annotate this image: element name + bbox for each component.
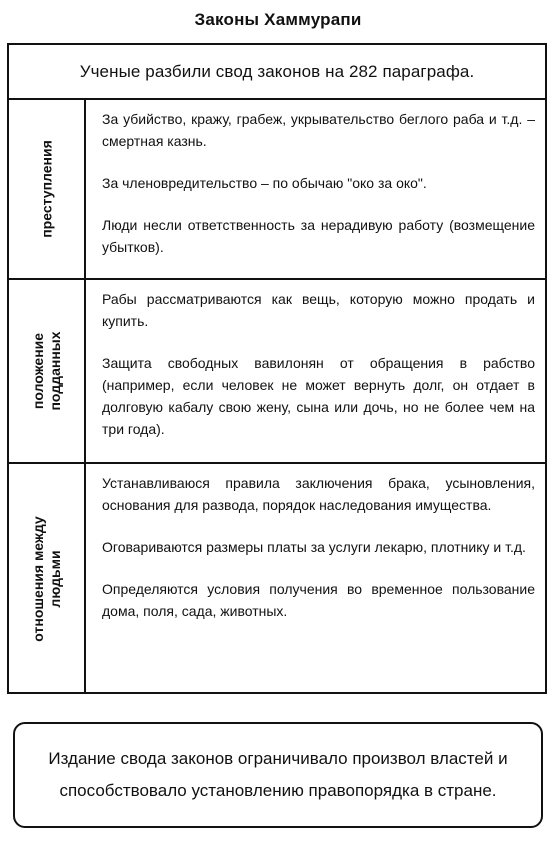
- row-label-crimes: [38, 140, 55, 238]
- row-label-cell: [9, 280, 86, 462]
- law-paragraph: Устанавливаюся правила заключения брака, усыновления, основания для развода, порядок наследования имущества.: [102, 475, 535, 513]
- row-label-line: людьми: [46, 550, 63, 608]
- conclusion-text: Издание свода законов ограничивало произвол властей и способствовало установлению правопорядка в стране.: [48, 749, 508, 800]
- law-paragraph: Люди несли ответственность за нерадивую работу (возмещение убытков).: [102, 217, 535, 255]
- row-label-subjects: [30, 331, 64, 410]
- law-paragraph: Защита свободных вавилонян от обращения в рабство (например, если человек не может вернуть долг, он отдает в долговую кабалу свою жену, сына или дочь, но не более чем на три года).: [102, 355, 535, 437]
- page-title: Законы Хаммурапи: [194, 10, 362, 29]
- law-paragraph: За убийство, кражу, грабеж, укрывательство беглого раба и т.д. – смертная казнь.: [102, 111, 535, 149]
- law-paragraph: За членовредительство – по обычаю "око за око".: [102, 175, 427, 191]
- row-label-cell: [9, 100, 86, 278]
- table-row: [9, 100, 545, 280]
- row-label-line: положение: [29, 332, 46, 410]
- law-paragraph: Оговариваются размеры платы за услуги лекарю, плотнику и т.д.: [102, 539, 526, 555]
- law-paragraph: Определяются условия получения во временное пользование дома, поля, сада, животных.: [102, 581, 535, 619]
- row-label-line: преступления: [38, 140, 54, 238]
- row-content: [86, 100, 545, 278]
- row-content: [86, 464, 545, 694]
- row-label-line: подданных: [46, 331, 63, 411]
- table-row: [9, 280, 545, 464]
- table-row: [9, 464, 545, 694]
- row-content: [86, 280, 545, 462]
- intro-text: Ученые разбили свод законов на 282 параграфа.: [9, 45, 545, 100]
- row-label-relations: [30, 516, 64, 641]
- laws-table: [7, 43, 547, 694]
- row-label-line: отношения между: [29, 516, 46, 642]
- row-label-cell: [9, 464, 86, 694]
- law-paragraph: Рабы рассматриваются как вещь, которую можно продать и купить.: [102, 291, 535, 329]
- conclusion-box: [13, 722, 543, 828]
